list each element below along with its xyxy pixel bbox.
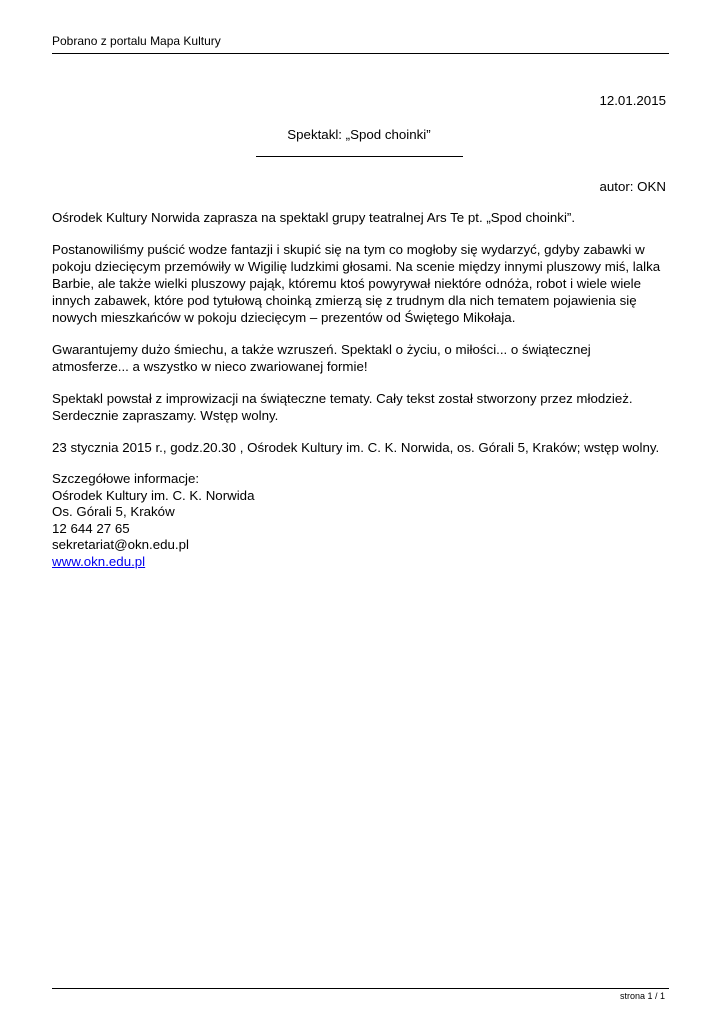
page-footer xyxy=(52,988,669,1001)
paragraph-origin: Spektakl powstał z improwizacji na świąteczne tematy. Cały tekst został stworzony przez młodzież. Serdecznie zapraszamy. Wstęp wolny. xyxy=(52,391,633,423)
header-text: Pobrano z portalu Mapa Kultury xyxy=(52,34,221,48)
website-link[interactable]: www.okn.edu.pl xyxy=(52,553,146,569)
page-header xyxy=(52,33,669,54)
title-block xyxy=(52,126,666,157)
document-author: autor: OKN xyxy=(599,179,666,194)
page-number: strona 1 / 1 xyxy=(619,991,665,1001)
details-address: Os. Górali 5, Kraków xyxy=(52,504,175,519)
title-underline xyxy=(256,156,463,157)
details-email: sekretariat@okn.edu.pl xyxy=(52,537,189,552)
paragraph-intro: Ośrodek Kultury Norwida zaprasza na spektakl grupy teatralnej Ars Te pt. „Spod choinki”. xyxy=(52,210,576,225)
paragraph-guarantee: Gwarantujemy dużo śmiechu, a także wzruszeń. Spektakl o życiu, o miłości... o świątecznej atmosferze... a wszystko w nieco zwariowanej formie! xyxy=(52,342,591,374)
details-institution: Ośrodek Kultury im. C. K. Norwida xyxy=(52,487,255,503)
document-title: Spektakl: „Spod choinki” xyxy=(287,127,431,142)
contact-details xyxy=(52,471,666,570)
paragraph-event-info: 23 stycznia 2015 r., godz.20.30 , Ośrodek Kultury im. C. K. Norwida, os. Górali 5, Kraków; wstęp wolny. xyxy=(52,440,660,455)
details-heading: Szczegółowe informacje: xyxy=(52,471,200,486)
document-date: 12.01.2015 xyxy=(599,93,666,108)
document-body xyxy=(52,92,666,570)
paragraph-description: Postanowiliśmy puścić wodze fantazji i skupić się na tym co mogłoby się wydarzyć, gdyby zabawki w pokoju dziecięcym przemówiły w Wigilię ludzkimi głosami. Na scenie między innymi pluszowy miś, lalka Barbie, ale także wielki pluszowy pająk, któremu ktoś powyrywał niektóre odnóża, robot i wiele wiele innych zabawek, które pod tytułową choinką zmierzą się z trudnym dla nich tematem pojawienia się nowych mieszkańców w pokoju dziecięcym – prezentów od Świętego Mikołaja. xyxy=(52,242,661,325)
details-phone: 12 644 27 65 xyxy=(52,520,130,536)
